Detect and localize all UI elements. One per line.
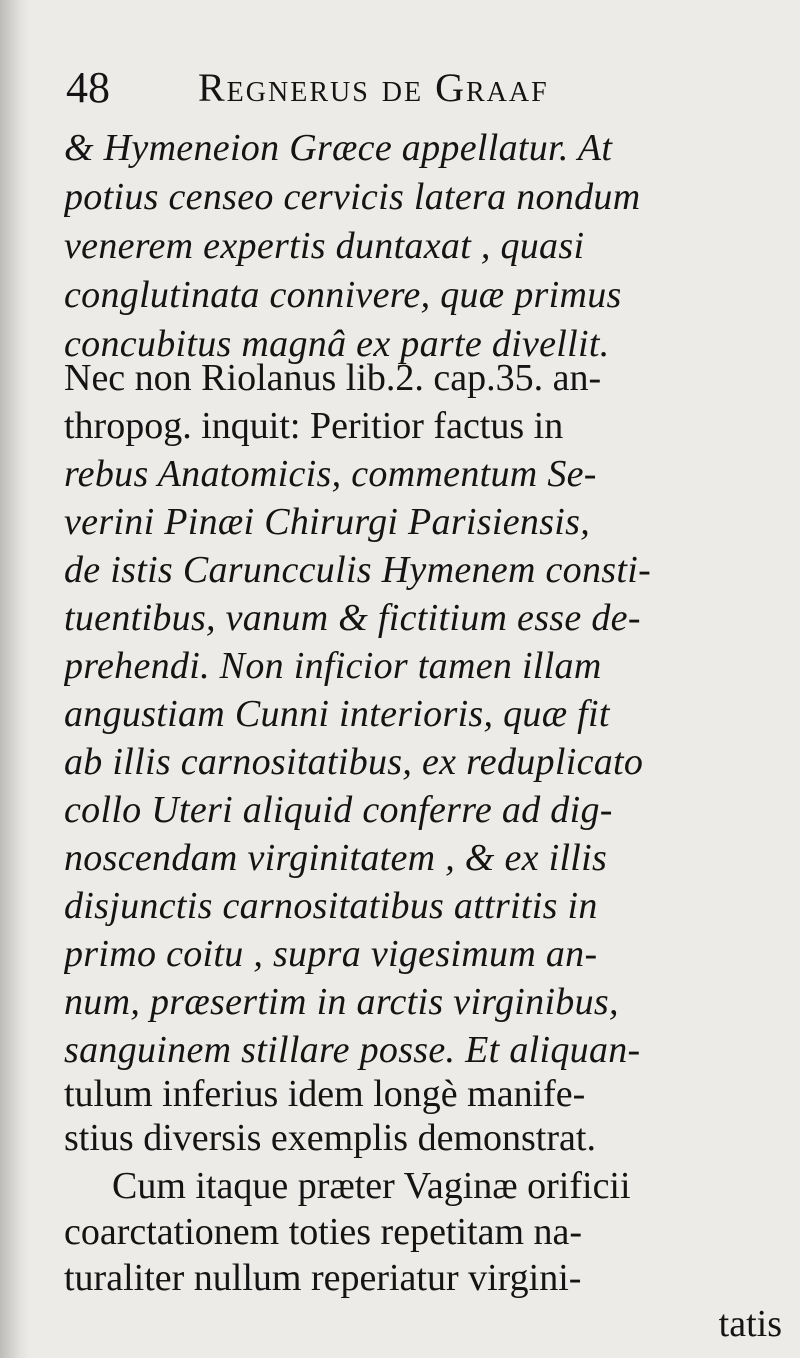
text-line: stius diversis exemplis demonstrat. xyxy=(64,1117,596,1159)
text-line: rebus Anatomicis, commentum Se- xyxy=(64,453,597,495)
text-line: ab illis carnositatibus, ex reduplicato xyxy=(64,741,644,783)
text-line: potius censeo cervicis latera nondum xyxy=(64,176,641,218)
text-line: de istis Caruncculis Hymenem consti- xyxy=(64,549,652,591)
text-line: thropog. inquit: Peritior factus in xyxy=(64,405,564,447)
text-line: & Hymeneion Græce appellatur. At xyxy=(64,127,613,169)
text-line: collo Uteri aliquid conferre ad dig- xyxy=(64,789,613,831)
text-line: disjunctis carnositatibus attritis in xyxy=(64,885,598,927)
text-line: angustiam Cunni interioris, quæ fit xyxy=(64,693,610,735)
text-line: primo coitu , supra vigesimum an- xyxy=(64,933,598,975)
text-line: tuentibus, vanum & fictitium esse de- xyxy=(64,597,641,639)
running-title: Regnerus de Graaf xyxy=(198,65,549,110)
text-line: noscendam virginitatem , & ex illis xyxy=(64,837,608,879)
text-line: venerem expertis duntaxat , quasi xyxy=(64,225,585,267)
text-line: Nec non Riolanus lib.2. cap.35. an- xyxy=(64,357,602,399)
paragraph-first-line: Cum itaque præter Vaginæ orificii xyxy=(112,1165,631,1207)
text-line: prehendi. Non inficior tamen illam xyxy=(64,645,602,687)
text-line: tulum inferius idem longè manife- xyxy=(64,1073,586,1115)
page-header xyxy=(66,56,786,120)
text-line: concubitus magnâ ex parte divellit. xyxy=(64,323,610,365)
text-line: num, præsertim in arctis virginibus, xyxy=(64,981,619,1023)
text-line: coarctationem toties repetitam na- xyxy=(64,1211,583,1253)
catchword: tatis xyxy=(718,1303,782,1345)
text-line: turaliter nullum reperiatur virgini- xyxy=(64,1257,582,1299)
page-number: 48 xyxy=(66,63,110,112)
text-line: verini Pinæi Chirurgi Parisiensis, xyxy=(64,501,591,543)
text-line: conglutinata connivere, quæ primus xyxy=(64,274,622,316)
text-line: sanguinem stillare posse. Et aliquan- xyxy=(64,1029,641,1071)
page-gutter-shadow xyxy=(0,0,30,1358)
